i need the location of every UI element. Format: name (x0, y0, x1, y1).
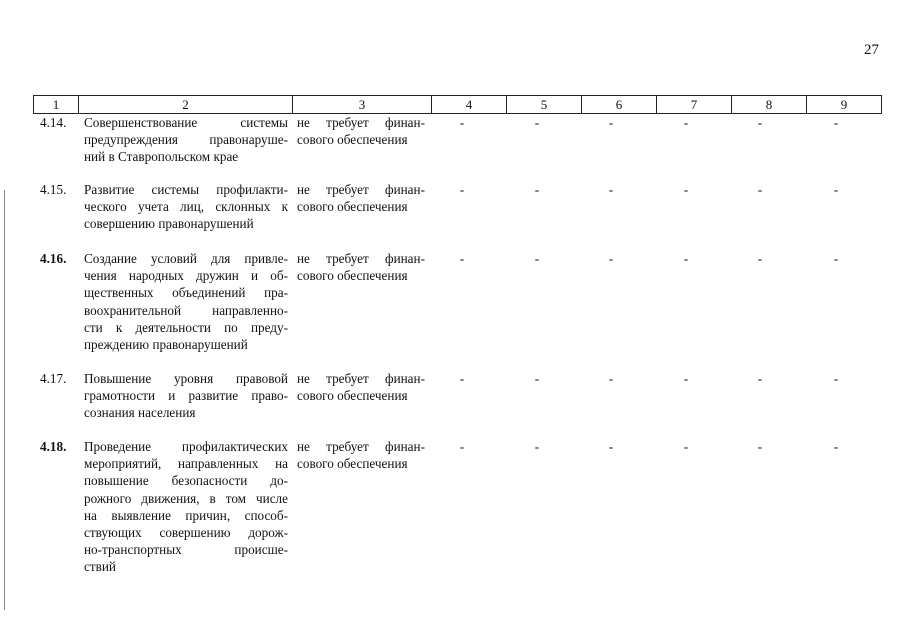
header-col-6: 6 (582, 96, 657, 113)
value-cell-col-8: - (757, 115, 763, 130)
row-number: 4.18. (40, 439, 67, 454)
financing-line: сового обеспечения (297, 132, 408, 148)
value-cell-col-7: - (683, 115, 689, 130)
description-line: грамотности и развитие право- (84, 388, 288, 404)
header-col-9: 9 (807, 96, 882, 113)
value-cell-col-7: - (683, 251, 689, 266)
value-cell-col-9: - (833, 182, 839, 197)
value-cell-col-7: - (683, 439, 689, 454)
value-cell-col-5: - (534, 371, 540, 386)
row-number: 4.17. (40, 371, 67, 386)
description-line: сти к деятельности по преду- (84, 319, 288, 335)
scan-edge-line (4, 190, 5, 610)
description-line: мероприятий, направленных на (84, 456, 288, 472)
measure-description (84, 370, 288, 422)
description-line: ческого учета лиц, склонных к (84, 199, 288, 215)
description-line: ствий (84, 559, 116, 575)
financing-note (297, 370, 425, 404)
financing-line: сового обеспечения (297, 199, 408, 215)
value-cell-col-6: - (608, 182, 614, 197)
financing-note (297, 250, 425, 284)
header-col-4: 4 (432, 96, 507, 113)
description-line: рожного движения, в том числе (84, 490, 288, 506)
description-line: Создание условий для привле- (84, 251, 288, 266)
value-cell-col-8: - (757, 439, 763, 454)
value-cell-col-4: - (459, 115, 465, 130)
measure-description (84, 181, 288, 233)
value-cell-col-6: - (608, 371, 614, 386)
measure-description (84, 438, 288, 576)
financing-line: не требует финан- (297, 439, 425, 454)
description-line: Проведение профилактических (84, 439, 288, 454)
value-cell-col-9: - (833, 115, 839, 130)
description-line: предупреждения правонаруше- (84, 132, 288, 148)
description-line: чения народных дружин и об- (84, 268, 288, 284)
value-cell-col-7: - (683, 371, 689, 386)
value-cell-col-8: - (757, 251, 763, 266)
header-col-1: 1 (34, 96, 79, 113)
page-number: 27 (864, 42, 879, 58)
description-line: ний в Ставропольском крае (84, 149, 239, 165)
description-line: повышение безопасности до- (84, 473, 288, 489)
financing-line: не требует финан- (297, 182, 425, 197)
financing-line: сового обеспечения (297, 268, 408, 284)
description-line: щественных объединений пра- (84, 285, 288, 301)
description-line: воохранительной направленно- (84, 302, 288, 318)
value-cell-col-5: - (534, 115, 540, 130)
value-cell-col-5: - (534, 439, 540, 454)
header-col-8: 8 (732, 96, 807, 113)
value-cell-col-8: - (757, 182, 763, 197)
description-line: сознания населения (84, 405, 196, 421)
header-col-2: 2 (79, 96, 293, 113)
description-line: Совершенствование системы (84, 115, 288, 130)
measure-description (84, 250, 288, 353)
description-line: ствующих совершению дорож- (84, 525, 288, 541)
value-cell-col-4: - (459, 371, 465, 386)
measure-description (84, 114, 288, 166)
header-col-5: 5 (507, 96, 582, 113)
value-cell-col-4: - (459, 182, 465, 197)
financing-note (297, 438, 425, 472)
row-number: 4.14. (40, 115, 67, 130)
description-line: совершению правонарушений (84, 216, 254, 232)
financing-line: не требует финан- (297, 251, 425, 266)
value-cell-col-5: - (534, 182, 540, 197)
financing-note (297, 181, 425, 215)
value-cell-col-6: - (608, 439, 614, 454)
financing-line: не требует финан- (297, 371, 425, 386)
financing-line: не требует финан- (297, 115, 425, 130)
header-col-7: 7 (657, 96, 732, 113)
header-col-3: 3 (293, 96, 432, 113)
value-cell-col-4: - (459, 439, 465, 454)
value-cell-col-9: - (833, 251, 839, 266)
value-cell-col-7: - (683, 182, 689, 197)
row-number: 4.15. (40, 182, 67, 197)
description-line: на выявление причин, способ- (84, 507, 288, 523)
value-cell-col-6: - (608, 251, 614, 266)
value-cell-col-9: - (833, 371, 839, 386)
value-cell-col-6: - (608, 115, 614, 130)
description-line: но-транспортных происше- (84, 542, 288, 558)
financing-line: сового обеспечения (297, 456, 408, 472)
value-cell-col-8: - (757, 371, 763, 386)
description-line: Повышение уровня правовой (84, 371, 288, 386)
value-cell-col-9: - (833, 439, 839, 454)
column-number-header (33, 95, 882, 114)
financing-line: сового обеспечения (297, 388, 408, 404)
description-line: Развитие системы профилакти- (84, 182, 288, 197)
value-cell-col-4: - (459, 251, 465, 266)
description-line: преждению правонарушений (84, 337, 248, 353)
row-number: 4.16. (40, 251, 67, 266)
value-cell-col-5: - (534, 251, 540, 266)
financing-note (297, 114, 425, 148)
